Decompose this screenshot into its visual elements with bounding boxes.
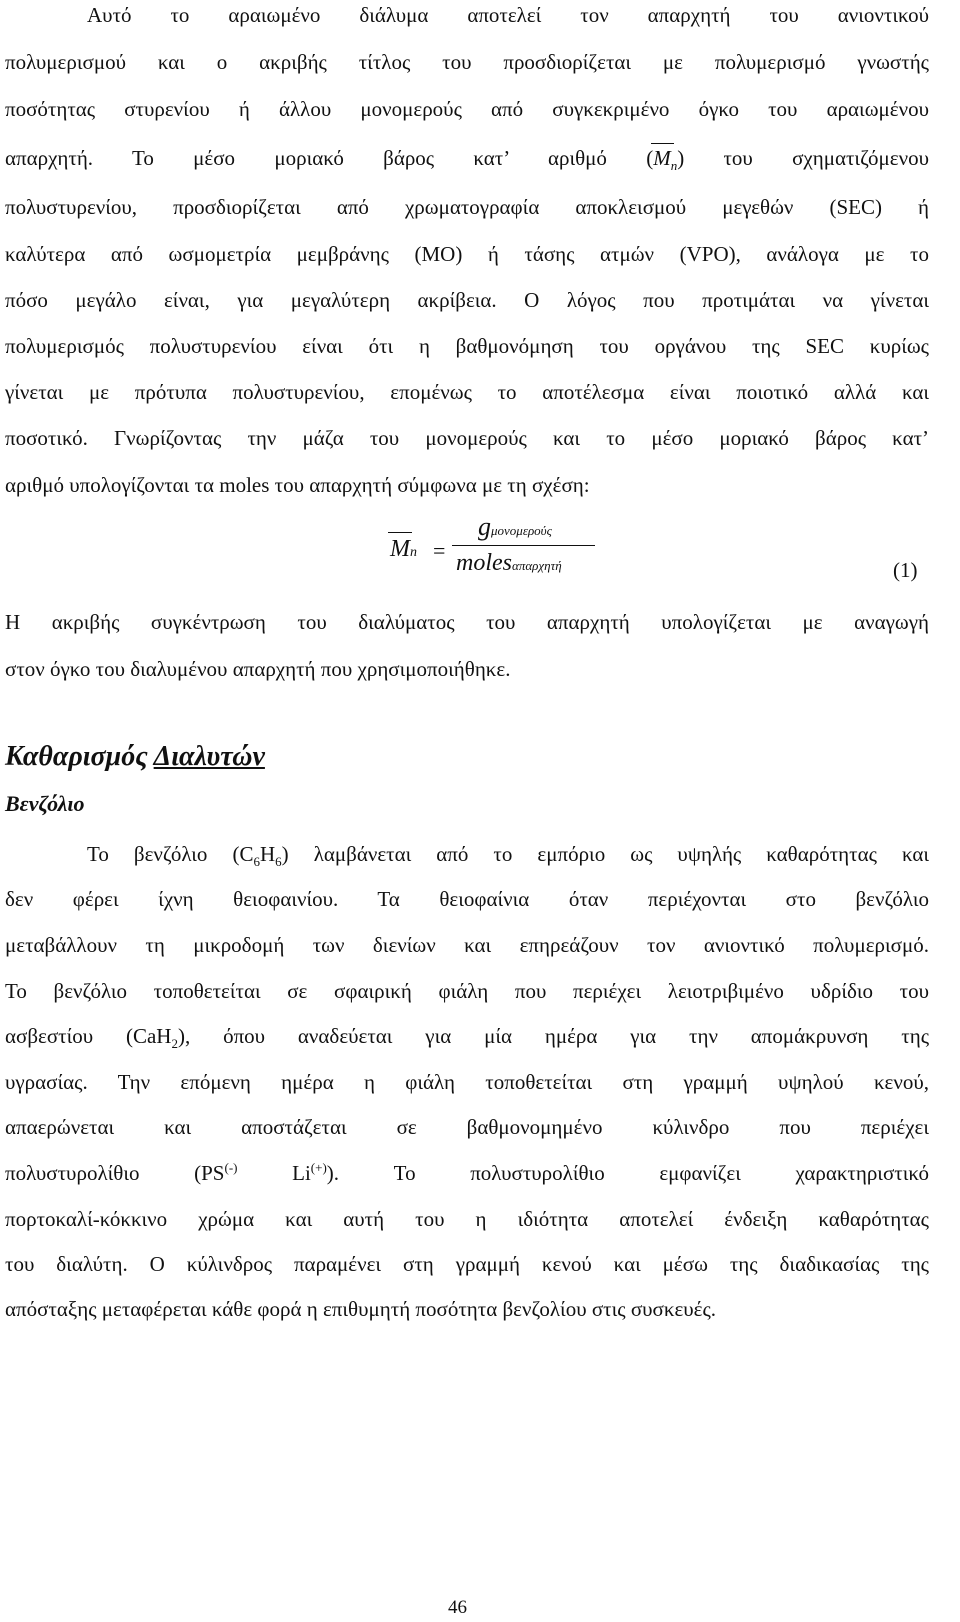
p1-line-11: αριθμό υπολογίζονται τα moles του απαρχητή σύμφωνα με τη σχέση: — [5, 473, 590, 497]
p1-line-1: Αυτό το αραιωμένο διάλυμα αποτελεί τον απαρχητή του ανιοντικού — [87, 3, 929, 27]
subsection-heading: Βενζόλιο — [5, 791, 85, 816]
p1-line-4-text-b: ) του σχηματιζόμενου — [677, 146, 929, 170]
p2-line-1: Η ακριβής συγκέντρωση του διαλύματος του απαρχητή υπολογίζεται με αναγωγή — [5, 610, 929, 634]
p3-line-5-text-b: ), όπου αναδεύεται για μία ημέρα για την απομάκρυνση της — [177, 1024, 930, 1048]
page-number: 46 — [448, 1597, 467, 1618]
section-heading — [5, 741, 265, 773]
p3-line-10: του διαλύτη. Ο κύλινδρος παραμένει στη γραμμή κενού και μέσω της διαδικασίας της — [5, 1252, 929, 1276]
p3-line-9: πορτοκαλί-κόκκινο χρώμα και αυτή του η ιδιότητα αποτελεί ένδειξη καθαρότητας — [5, 1207, 929, 1231]
p2-line-2: στον όγκο του διαλυμένου απαρχητή που χρησιμοποιήθηκε. — [5, 657, 511, 681]
p1-line-4-text-a: απαρχητή. Το μέσο μοριακό βάρος κατ’ αριθμό ( — [5, 146, 654, 170]
p3-line-1-text-a: Το βενζόλιο (C — [87, 842, 254, 866]
p3-line-7: απαερώνεται και αποστάζεται σε βαθμονομημένο κύλινδρο που περιέχει — [5, 1115, 929, 1139]
equation-fraction-bar — [452, 545, 595, 546]
mn-symbol: M — [653, 146, 671, 170]
section-heading-word-1: Καθαρισμός — [5, 741, 148, 772]
equation-m: M — [390, 536, 410, 562]
p3-line-8 — [5, 1161, 929, 1185]
p3-sub-1: 6 — [253, 854, 260, 870]
p3-line-3: μεταβάλλουν τη μικροδομή των διενίων και επηρεάζουν τον ανιοντικό πολυμερισμό. — [5, 933, 929, 957]
equation-lhs — [390, 536, 417, 563]
equation-numerator-g: g — [478, 512, 491, 541]
p3-sup-2: (+) — [310, 1160, 327, 1175]
equation-denominator-moles: moles — [456, 550, 512, 576]
p3-line-6: υγρασίας. Την επόμενη ημέρα η φιάλη τοποθετείται στη γραμμή υψηλού κενού, — [5, 1070, 929, 1094]
equation-numerator — [478, 512, 552, 542]
p3-line-8-text-a: πολυστυρολίθιο (PS — [5, 1161, 225, 1185]
section-heading-word-2: Διαλυτών — [153, 741, 265, 772]
p1-line-5: πολυστυρενίου, προσδιορίζεται από χρωματογραφία αποκλεισμού μεγεθών (SEC) ή — [5, 195, 929, 219]
p3-line-8-text-c: ). Το πολυστυρολίθιο εμφανίζει χαρακτηριστικό — [326, 1161, 929, 1185]
p1-line-10: ποσοτικό. Γνωρίζοντας την μάζα του μονομερούς και το μέσο μοριακό βάρος κατ’ — [5, 426, 929, 450]
p3-line-5-text-a: ασβεστίου (CaH — [5, 1024, 172, 1048]
equation-number: (1) — [893, 558, 918, 582]
p3-sup-1: (-) — [224, 1160, 238, 1175]
p3-line-11: απόσταξης μεταφέρεται κάθε φορά η επιθυμητή ποσότητα βενζολίου στις συσκευές. — [5, 1297, 717, 1321]
equation-numerator-sub: μονομερούς — [491, 523, 552, 538]
p3-sub-3: 2 — [171, 1036, 178, 1052]
p3-line-1-text-b: H — [259, 842, 276, 866]
equation-n: n — [410, 545, 417, 560]
p3-sub-2: 6 — [275, 854, 282, 870]
p3-line-1-text-c: ) λαμβάνεται από το εμπόριο ως υψηλής καθαρότητας και — [281, 842, 929, 866]
equation-denominator — [456, 550, 562, 577]
p3-line-5 — [5, 1024, 930, 1052]
p1-line-2: πολυμερισμού και ο ακριβής τίτλος του προσδιορίζεται με πολυμερισμό γνωστής — [5, 50, 929, 74]
p3-line-1 — [87, 842, 929, 870]
equation-denominator-sub: απαρχητή — [512, 558, 562, 573]
equation-equals: = — [433, 538, 446, 563]
p1-line-4 — [5, 146, 929, 174]
p1-line-7: πόσο μεγάλο είναι, για μεγαλύτερη ακρίβεια. Ο λόγος που προτιμάται να γίνεται — [5, 288, 929, 312]
p3-line-2: δεν φέρει ίχνη θειοφαινίου. Τα θειοφαίνια όταν περιέχονται στο βενζόλιο — [5, 887, 929, 911]
equation-1 — [390, 512, 600, 592]
mn-subscript: n — [670, 158, 678, 174]
p1-line-3: ποσότητας στυρενίου ή άλλου μονομερούς από συγκεκριμένο όγκο του αραιωμένου — [5, 97, 929, 121]
p1-line-6: καλύτερα από ωσμομετρία μεμβράνης (MO) ή τάσης ατμών (VPO), ανάλογα με το — [5, 242, 929, 266]
p1-line-8: πολυμερισμός πολυστυρενίου είναι ότι η βαθμονόμηση του οργάνου της SEC κυρίως — [5, 334, 929, 358]
p1-line-9: γίνεται με πρότυπα πολυστυρενίου, επομένως το αποτέλεσμα είναι ποιοτικό αλλά και — [5, 380, 929, 404]
p3-line-4: Το βενζόλιο τοποθετείται σε σφαιρική φιάλη που περιέχει λειοτριβιμένο υδρίδιο του — [5, 979, 929, 1003]
p3-line-8-text-b: Li — [237, 1161, 311, 1185]
